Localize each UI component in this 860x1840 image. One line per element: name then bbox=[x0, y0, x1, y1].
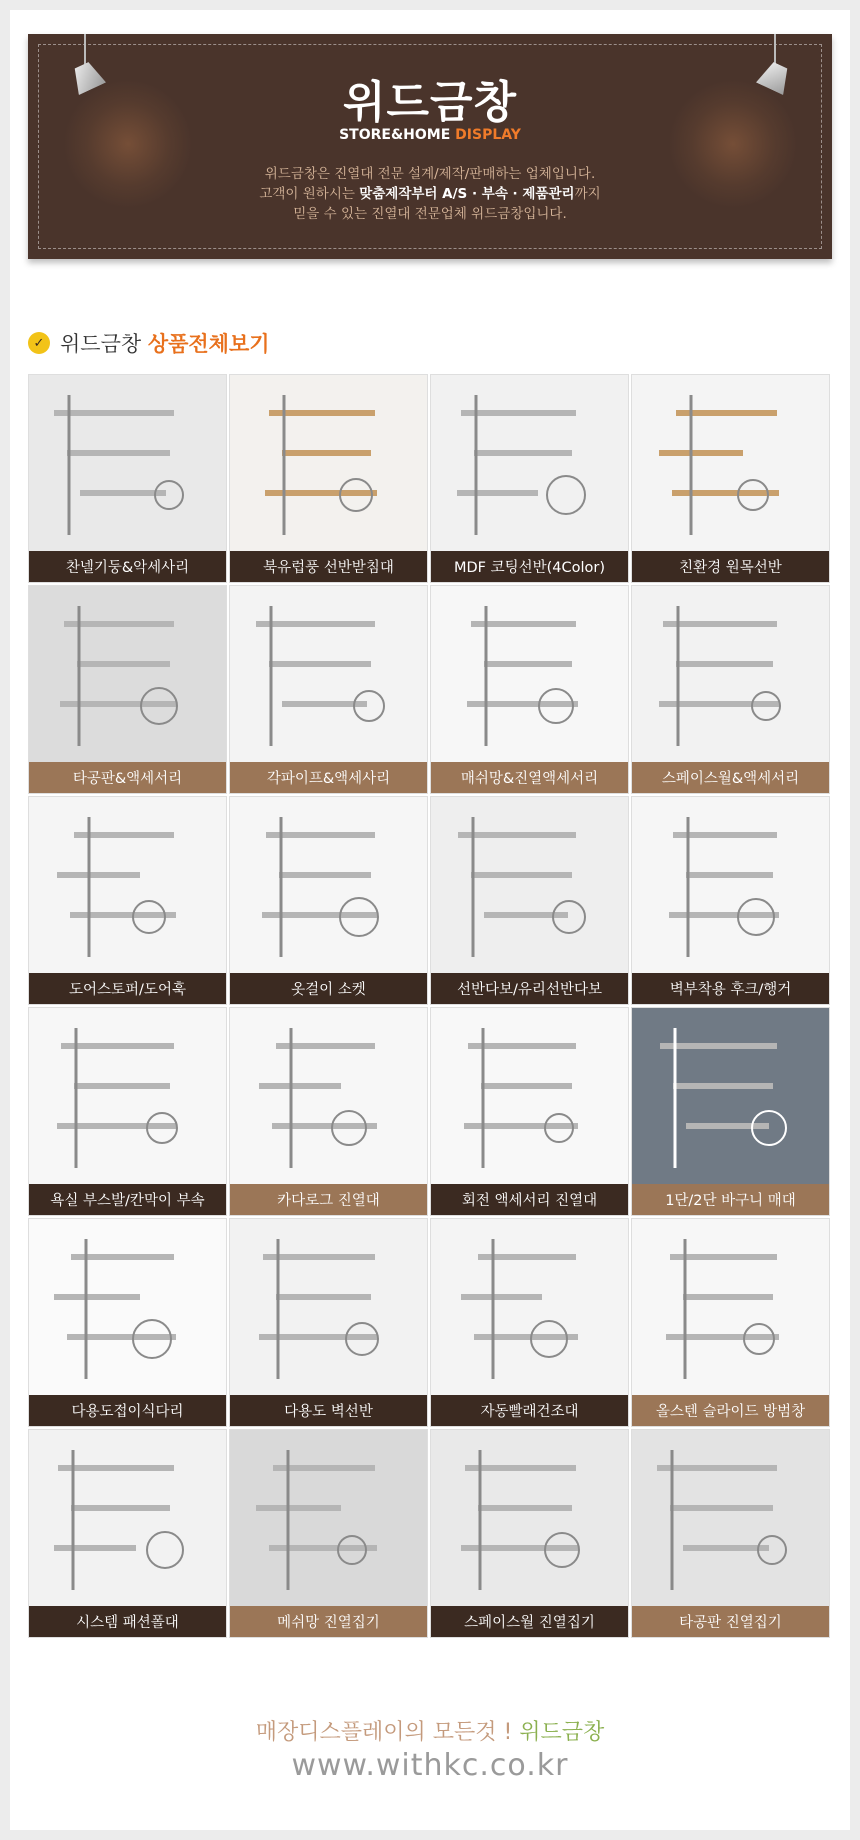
shelf-shape bbox=[265, 490, 377, 496]
product-illustration bbox=[431, 375, 628, 551]
product-label[interactable]: 욕실 부스발/칸막이 부속 bbox=[29, 1184, 226, 1215]
intro-line-2-c: 까지 bbox=[574, 186, 601, 202]
product-image[interactable] bbox=[29, 1430, 226, 1606]
product-label[interactable]: 메쉬망 진열집기 bbox=[230, 1606, 427, 1637]
page-frame bbox=[10, 10, 850, 1830]
product-card[interactable] bbox=[28, 1429, 227, 1638]
product-card[interactable] bbox=[430, 1218, 629, 1427]
product-label[interactable]: 각파이프&액세사리 bbox=[230, 762, 427, 793]
right-lamp-wire bbox=[774, 34, 776, 66]
product-label[interactable]: 옷걸이 소켓 bbox=[230, 973, 427, 1004]
shelf-shape bbox=[279, 872, 371, 878]
brand-intro bbox=[28, 164, 832, 224]
intro-line-2-a: 고객이 원하시는 bbox=[259, 186, 360, 202]
product-label[interactable]: 친환경 원목선반 bbox=[632, 551, 829, 582]
product-label[interactable]: 찬넬기둥&악세사리 bbox=[29, 551, 226, 582]
intro-line-2 bbox=[28, 184, 832, 204]
product-illustration bbox=[632, 586, 829, 762]
product-illustration bbox=[29, 1219, 226, 1395]
product-label[interactable]: 다용도접이식다리 bbox=[29, 1395, 226, 1426]
section-title-highlight: 상품전체보기 bbox=[147, 332, 270, 356]
shelf-shape bbox=[457, 490, 538, 496]
product-card[interactable] bbox=[28, 374, 227, 583]
shelf-shape bbox=[657, 1465, 777, 1471]
shelf-shape bbox=[474, 450, 572, 456]
product-illustration bbox=[431, 1430, 628, 1606]
product-illustration bbox=[632, 797, 829, 973]
shelf-shape bbox=[666, 1334, 779, 1340]
shelf-shape bbox=[458, 832, 576, 838]
product-card[interactable] bbox=[631, 1218, 830, 1427]
brand-title: 위드금창 bbox=[342, 77, 517, 128]
product-label[interactable]: 자동빨래건조대 bbox=[431, 1395, 628, 1426]
product-illustration bbox=[230, 375, 427, 551]
brand-subtitle bbox=[28, 127, 832, 143]
shelf-shape bbox=[77, 661, 170, 667]
shelf-shape bbox=[262, 912, 377, 918]
brand-banner bbox=[28, 34, 832, 259]
product-image[interactable] bbox=[230, 1430, 427, 1606]
footer-url[interactable]: www.withkc.co.kr bbox=[291, 1748, 569, 1783]
product-illustration bbox=[632, 1008, 829, 1184]
intro-line-1: 위드금창은 진열대 전문 설계/제작/판매하는 업체입니다. bbox=[264, 166, 596, 182]
shelf-shape bbox=[272, 1123, 377, 1129]
fitting-shape bbox=[547, 476, 585, 514]
product-card[interactable] bbox=[631, 796, 830, 1005]
shelf-shape bbox=[54, 1545, 136, 1551]
product-illustration bbox=[431, 1219, 628, 1395]
product-illustration bbox=[230, 1430, 427, 1606]
shelf-shape bbox=[269, 661, 371, 667]
product-label[interactable]: 회전 액세서리 진열대 bbox=[431, 1184, 628, 1215]
shelf-shape bbox=[464, 1123, 578, 1129]
product-image[interactable] bbox=[632, 375, 829, 551]
product-image[interactable] bbox=[29, 586, 226, 762]
shelf-shape bbox=[61, 1043, 174, 1049]
shelf-shape bbox=[686, 872, 773, 878]
shelf-shape bbox=[686, 1123, 769, 1129]
product-illustration bbox=[29, 1008, 226, 1184]
product-image[interactable] bbox=[230, 586, 427, 762]
footer-brand: 위드금창 bbox=[519, 1720, 605, 1745]
shelf-shape bbox=[276, 1294, 371, 1300]
shelf-shape bbox=[465, 1465, 576, 1471]
shelf-shape bbox=[461, 410, 576, 416]
product-image[interactable] bbox=[632, 797, 829, 973]
shelf-shape bbox=[659, 450, 743, 456]
product-card[interactable] bbox=[631, 374, 830, 583]
product-illustration bbox=[29, 586, 226, 762]
shelf-shape bbox=[673, 1083, 773, 1089]
shelf-shape bbox=[67, 1334, 176, 1340]
shelf-shape bbox=[683, 1294, 773, 1300]
product-card[interactable] bbox=[28, 1007, 227, 1216]
product-label[interactable]: 벽부착용 후크/행거 bbox=[632, 973, 829, 1004]
shelf-shape bbox=[256, 1505, 341, 1511]
product-label[interactable]: 카다로그 진열대 bbox=[230, 1184, 427, 1215]
product-grid bbox=[28, 374, 832, 1640]
product-card[interactable] bbox=[430, 374, 629, 583]
shelf-shape bbox=[282, 450, 371, 456]
product-card[interactable] bbox=[28, 1218, 227, 1427]
product-card[interactable] bbox=[229, 796, 428, 1005]
product-card[interactable] bbox=[28, 585, 227, 794]
shelf-shape bbox=[58, 1465, 174, 1471]
shelf-shape bbox=[256, 621, 375, 627]
product-image[interactable] bbox=[230, 1008, 427, 1184]
product-card[interactable] bbox=[631, 1007, 830, 1216]
product-label[interactable]: MDF 코팅선반(4Color) bbox=[431, 551, 628, 582]
shelf-shape bbox=[481, 1083, 572, 1089]
brand-subtitle-store: STORE&HOME bbox=[339, 127, 451, 143]
shelf-shape bbox=[71, 1505, 170, 1511]
product-image[interactable] bbox=[632, 586, 829, 762]
product-card[interactable] bbox=[631, 1429, 830, 1638]
check-icon: ✓ bbox=[28, 332, 50, 354]
shelf-shape bbox=[70, 912, 176, 918]
product-illustration bbox=[230, 797, 427, 973]
shelf-shape bbox=[461, 1294, 542, 1300]
product-image[interactable] bbox=[632, 1008, 829, 1184]
product-image[interactable] bbox=[29, 375, 226, 551]
product-card[interactable] bbox=[430, 1007, 629, 1216]
product-image[interactable] bbox=[230, 375, 427, 551]
product-card[interactable] bbox=[229, 1007, 428, 1216]
product-illustration bbox=[431, 1008, 628, 1184]
section-header bbox=[28, 328, 270, 358]
shelf-shape bbox=[484, 912, 568, 918]
shelf-shape bbox=[669, 912, 779, 918]
product-illustration bbox=[431, 586, 628, 762]
product-label[interactable]: 다용도 벽선반 bbox=[230, 1395, 427, 1426]
product-image[interactable] bbox=[431, 1008, 628, 1184]
shelf-shape bbox=[57, 872, 140, 878]
shelf-shape bbox=[672, 490, 779, 496]
product-illustration bbox=[632, 375, 829, 551]
product-label[interactable]: 시스템 패션폴대 bbox=[29, 1606, 226, 1637]
product-illustration bbox=[29, 1430, 226, 1606]
product-image[interactable] bbox=[230, 797, 427, 973]
product-card[interactable] bbox=[229, 1218, 428, 1427]
product-label[interactable]: 타공판 진열집기 bbox=[632, 1606, 829, 1637]
shelf-shape bbox=[80, 490, 166, 496]
product-illustration bbox=[431, 797, 628, 973]
product-image[interactable] bbox=[29, 1008, 226, 1184]
left-lamp-wire bbox=[84, 34, 86, 66]
shelf-shape bbox=[660, 1043, 777, 1049]
shelf-shape bbox=[263, 1254, 375, 1260]
shelf-shape bbox=[471, 872, 572, 878]
product-image[interactable] bbox=[29, 797, 226, 973]
product-card[interactable] bbox=[631, 585, 830, 794]
product-image[interactable] bbox=[431, 375, 628, 551]
product-image[interactable] bbox=[29, 1219, 226, 1395]
brand-subtitle-display: DISPLAY bbox=[455, 127, 521, 143]
product-label[interactable]: 북유럽풍 선반받침대 bbox=[230, 551, 427, 582]
product-label[interactable]: 매쉬망&진열액세서리 bbox=[431, 762, 628, 793]
product-image[interactable] bbox=[431, 797, 628, 973]
shelf-shape bbox=[474, 1334, 578, 1340]
fitting-shape bbox=[147, 1532, 183, 1568]
product-illustration bbox=[29, 797, 226, 973]
product-label[interactable]: 올스텐 슬라이드 방범창 bbox=[632, 1395, 829, 1426]
product-card[interactable] bbox=[430, 1429, 629, 1638]
shelf-shape bbox=[54, 410, 174, 416]
section-title bbox=[60, 328, 270, 358]
product-card[interactable] bbox=[229, 585, 428, 794]
product-image[interactable] bbox=[431, 1219, 628, 1395]
footer-tagline-text: 매장디스플레이의 모든것 ! bbox=[255, 1720, 520, 1745]
product-card[interactable] bbox=[229, 1429, 428, 1638]
product-card[interactable] bbox=[430, 796, 629, 1005]
intro-line-3: 믿을 수 있는 진열대 전문업체 위드금창입니다. bbox=[293, 206, 567, 222]
product-label[interactable]: 도어스토퍼/도어훅 bbox=[29, 973, 226, 1004]
shelf-shape bbox=[467, 701, 578, 707]
product-label[interactable]: 선반다보/유리선반다보 bbox=[431, 973, 628, 1004]
product-image[interactable] bbox=[431, 586, 628, 762]
product-card[interactable] bbox=[229, 374, 428, 583]
product-image[interactable] bbox=[230, 1219, 427, 1395]
product-card[interactable] bbox=[430, 585, 629, 794]
shelf-shape bbox=[67, 450, 170, 456]
product-illustration bbox=[230, 1219, 427, 1395]
product-illustration bbox=[632, 1219, 829, 1395]
product-image[interactable] bbox=[431, 1430, 628, 1606]
product-label[interactable]: 타공판&액세서리 bbox=[29, 762, 226, 793]
product-card[interactable] bbox=[28, 796, 227, 1005]
product-illustration bbox=[230, 1008, 427, 1184]
product-label[interactable]: 스페이스월&액세서리 bbox=[632, 762, 829, 793]
footer-tagline bbox=[10, 1715, 850, 1746]
product-image[interactable] bbox=[632, 1430, 829, 1606]
product-illustration bbox=[632, 1430, 829, 1606]
shelf-shape bbox=[60, 701, 176, 707]
shelf-shape bbox=[683, 1545, 769, 1551]
shelf-shape bbox=[676, 661, 773, 667]
product-illustration bbox=[29, 375, 226, 551]
product-image[interactable] bbox=[632, 1219, 829, 1395]
shelf-shape bbox=[670, 1505, 773, 1511]
product-label[interactable]: 스페이스월 진열집기 bbox=[431, 1606, 628, 1637]
shelf-shape bbox=[478, 1505, 572, 1511]
shelf-shape bbox=[54, 1294, 140, 1300]
intro-line-2-highlight: 맞춤제작부터 A/S · 부속 · 제품관리 bbox=[359, 186, 575, 202]
shelf-shape bbox=[663, 621, 777, 627]
shelf-shape bbox=[259, 1083, 341, 1089]
shelf-shape bbox=[484, 661, 572, 667]
product-label[interactable]: 1단/2단 바구니 매대 bbox=[632, 1184, 829, 1215]
product-illustration bbox=[230, 586, 427, 762]
shelf-shape bbox=[269, 1545, 377, 1551]
shelf-shape bbox=[74, 1083, 170, 1089]
section-title-brand: 위드금창 bbox=[60, 332, 148, 356]
